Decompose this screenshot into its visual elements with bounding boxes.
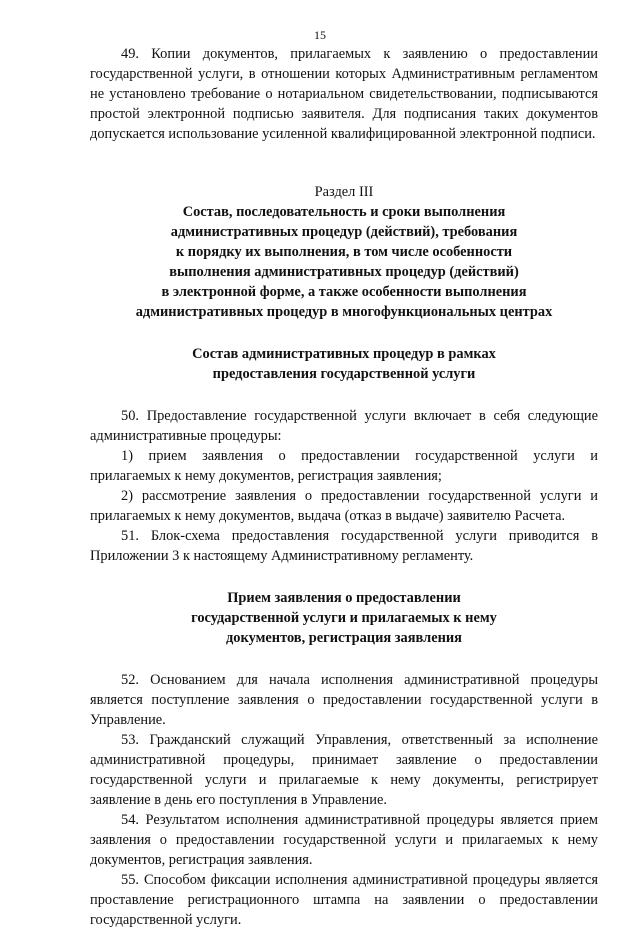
paragraph-53: 53. Гражданский служащий Управления, ответственный за исполнение административной процедуры, принимает заявление о предоставлении государственной услуги и прилагаемые к нему документы, регистрирует заявление в день его поступления в Управление. xyxy=(90,732,598,808)
paragraph-55: 55. Способом фиксации исполнения административной процедуры является проставление регистрационного штампа на заявлении о предоставлении государственной услуги. xyxy=(90,872,598,928)
subsection-heading-line: предоставления государственной услуги xyxy=(212,366,476,382)
section-title xyxy=(90,202,598,322)
section-title-line: в электронной форме, а также особенности выполнения xyxy=(161,284,527,300)
section-title-line: Состав, последовательность и сроки выполнения xyxy=(182,204,506,220)
paragraph-50: 50. Предоставление государственной услуги включает в себя следующие административные процедуры: xyxy=(90,408,598,444)
paragraph-54: 54. Результатом исполнения административной процедуры является прием заявления о предоставлении государственной услуги и прилагаемых к нему документов, регистрация заявления. xyxy=(90,812,598,868)
paragraph-52: 52. Основанием для начала исполнения административной процедуры является поступление заявления о предоставлении государственной услуги в Управление. xyxy=(90,672,598,728)
document-body xyxy=(90,44,598,930)
subsection-heading-line: документов, регистрация заявления xyxy=(226,630,462,646)
list-item-2: 2) рассмотрение заявления о предоставлении государственной услуги и прилагаемых к нему документов, выдача (отказ в выдаче) заявителю Расчета. xyxy=(90,488,598,524)
page-number: 15 xyxy=(314,28,326,42)
subsection-heading-line: Прием заявления о предоставлении xyxy=(227,590,461,606)
subsection-heading-composition xyxy=(90,344,598,384)
section-title-line: к порядку их выполнения, в том числе особенности xyxy=(175,244,513,260)
subsection-heading-reception xyxy=(90,588,598,648)
section-title-line: административных процедур в многофункциональных центрах xyxy=(135,304,553,320)
list-item-1: 1) прием заявления о предоставлении государственной услуги и прилагаемых к нему документов, регистрация заявления; xyxy=(90,448,598,484)
paragraph-49: 49. Копии документов, прилагаемых к заявлению о предоставлении государственной услуги, в отношении которых Административным регламентом не установлено требование о нотариальном свидетельствовании, подписываются простой электронной подписью заявителя. Для подписания таких документов допускается использование усиленной квалифицированной электронной подписи. xyxy=(90,46,598,142)
subsection-heading-line: Состав административных процедур в рамках xyxy=(192,346,496,362)
section-title-line: административных процедур (действий), требования xyxy=(170,224,518,240)
subsection-heading-line: государственной услуги и прилагаемых к нему xyxy=(191,610,497,626)
paragraph-51: 51. Блок-схема предоставления государственной услуги приводится в Приложении 3 к настоящему Административному регламенту. xyxy=(90,528,598,564)
section-title-line: выполнения административных процедур (действий) xyxy=(169,264,519,280)
section-label: Раздел III xyxy=(314,184,374,200)
